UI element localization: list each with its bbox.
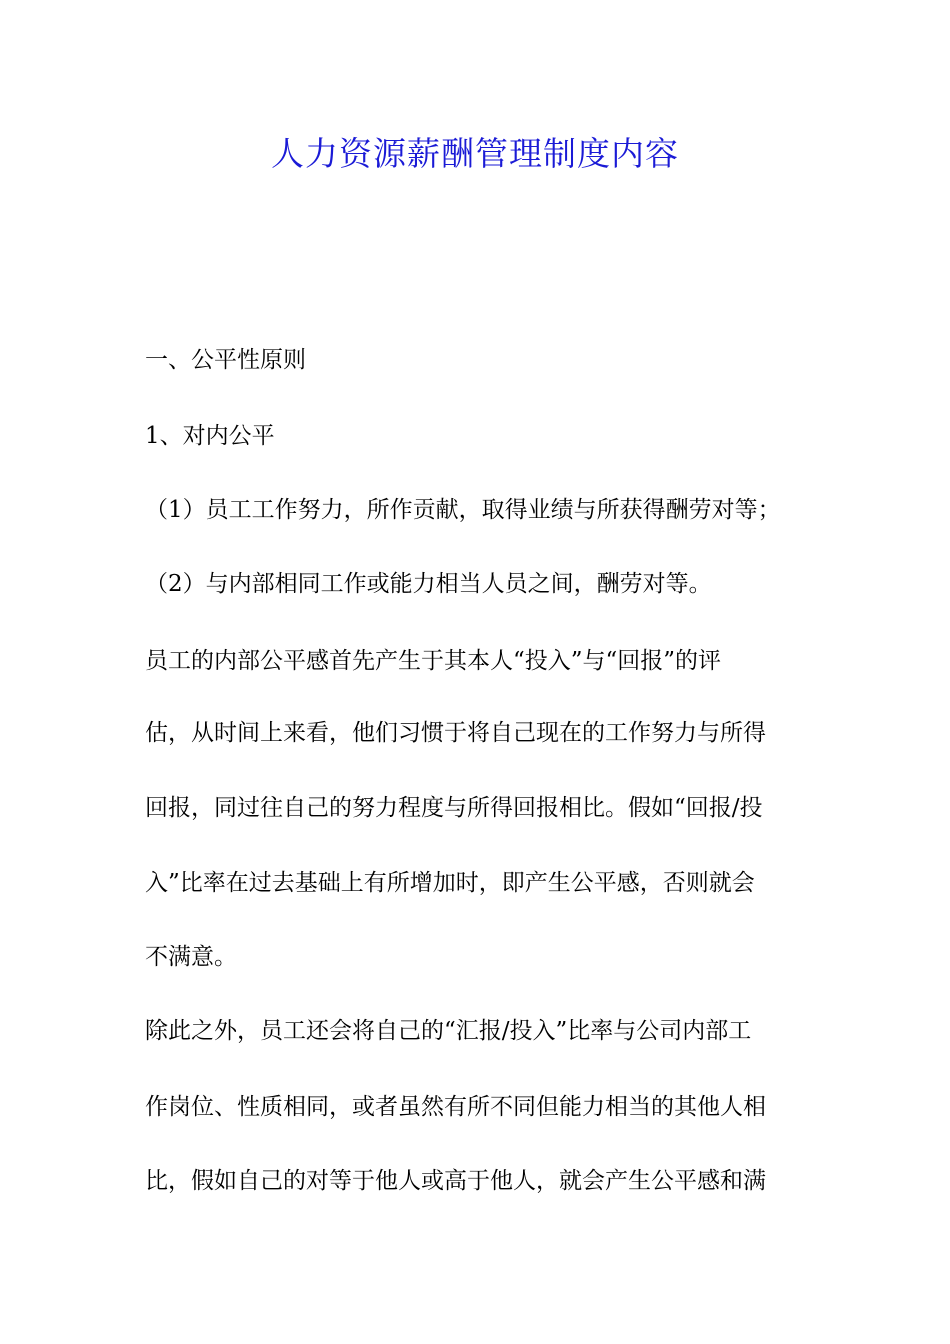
paragraph-line: 作岗位、性质相同，或者虽然有所不同但能力相当的其他人相 [145,1094,766,1120]
subsection-heading: 1、对内公平 [145,423,275,449]
document-title: 人力资源薪酬管理制度内容 [271,134,679,173]
list-item: （2）与内部相同工作或能力相当人员之间，酬劳对等。 [145,571,712,597]
list-item: （1）员工工作努力，所作贡献，取得业绩与所获得酬劳对等； [145,497,781,523]
paragraph-line: 除此之外，员工还会将自己的“汇报/投入”比率与公司内部工 [145,1018,752,1044]
paragraph-line: 入”比率在过去基础上有所增加时，即产生公平感，否则就会 [145,870,755,896]
paragraph-line: 不满意。 [145,944,237,970]
paragraph-line: 员工的内部公平感首先产生于其本人“投入”与“回报”的评 [145,648,722,674]
paragraph-line: 回报，同过往自己的努力程度与所得回报相比。假如“回报/投 [145,795,763,821]
paragraph-line: 估，从时间上来看，他们习惯于将自己现在的工作努力与所得 [145,720,766,746]
section-heading: 一、公平性原则 [145,347,306,373]
paragraph-line: 比，假如自己的对等于他人或高于他人，就会产生公平感和满 [145,1168,766,1194]
